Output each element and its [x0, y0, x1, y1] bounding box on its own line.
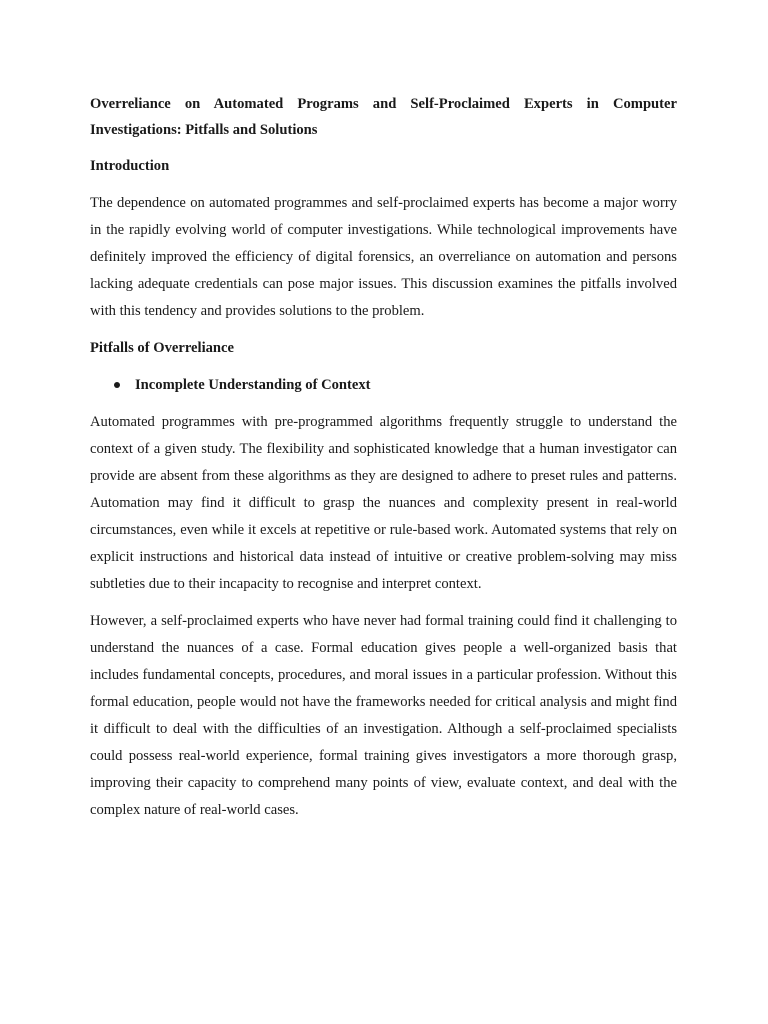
pitfalls-paragraph-automation: Automated programmes with pre-programmed algorithms frequently struggle to understand the context of a given study. The flexibility and sophisticated knowledge that a human investigator can provide are absent from these algorithms as they are designed to adhere to preset rules and patterns. Automation may find it difficult to grasp the nuances and complexity present in real-world circumstances, even while it excels at repetitive or rule-based work. Automated systems that rely on explicit instructions and historical data instead of intuitive or creative problem-solving may miss subtleties due to their incapacity to recognise and interpret context. [90, 414, 677, 592]
pitfalls-paragraph-experts: However, a self-proclaimed experts who have never had formal training could find it challenging to understand the nuances of a case. Formal education gives people a well-organized basis that includes fundamental concepts, procedures, and moral issues in a particular profession. Without this formal education, people would not have the frameworks needed for critical analysis and might find it difficult to deal with the difficulties of an investigation. Although a self-proclaimed specialists could possess real-world experience, formal training gives investigators a more thorough grasp, improving their capacity to comprehend many points of view, evaluate context, and deal with the complex nature of real-world cases. [90, 613, 677, 818]
pitfalls-heading: Pitfalls of Overreliance [90, 340, 234, 356]
bullet-label: Incomplete Understanding of Context [135, 377, 371, 393]
introduction-heading: Introduction [90, 158, 170, 174]
bullet-item-context [90, 372, 677, 398]
document-title: Overreliance on Automated Programs and Self-Proclaimed Experts in Computer Investigations: Pitfalls and Solutions [90, 96, 677, 138]
bullet-icon [114, 382, 120, 388]
document-page [90, 91, 677, 834]
introduction-paragraph: The dependence on automated programmes and self-proclaimed experts has become a major worry in the rapidly evolving world of computer investigations. While technological improvements have definitely improved the efficiency of digital forensics, an overreliance on automation and persons lacking adequate credentials can pose major issues. This discussion examines the pitfalls involved with this tendency and provides solutions to the problem. [90, 195, 677, 319]
